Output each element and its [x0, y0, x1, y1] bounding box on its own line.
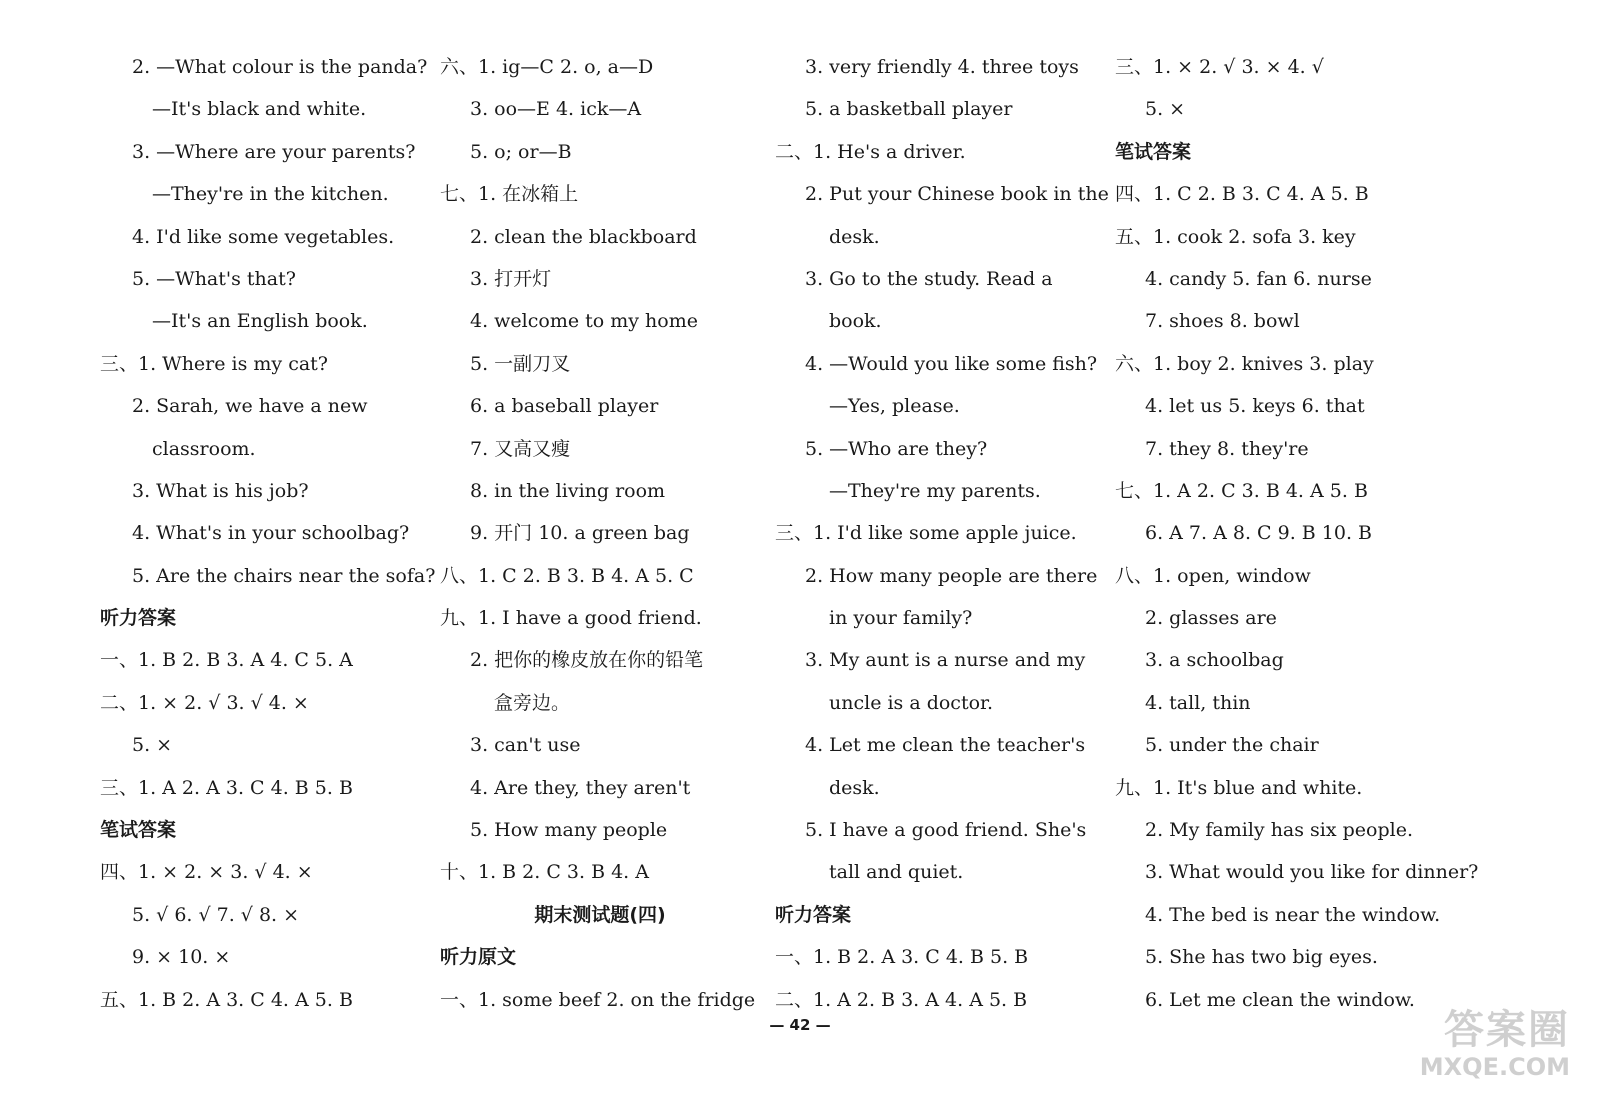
answer-line: 一、1. B 2. B 3. A 4. C 5. A: [100, 649, 353, 672]
answer-column-1: [100, 46, 436, 1021]
answer-line: 5. 一副刀叉: [470, 352, 571, 375]
answer-line: 六、1. ig—C 2. o, a—D: [440, 56, 654, 78]
answer-line: 4. What's in your schoolbag?: [132, 522, 410, 545]
answer-line: 5. —What's that?: [132, 267, 296, 290]
answer-line: 九、1. It's blue and white.: [1115, 776, 1363, 799]
answer-line: 四、1. C 2. B 3. C 4. A 5. B: [1115, 183, 1369, 206]
answer-line: 八、1. C 2. B 3. B 4. A 5. C: [440, 564, 694, 587]
answer-line: 九、1. I have a good friend.: [440, 607, 702, 630]
section-heading: 笔试答案: [1115, 140, 1192, 163]
section-heading: 听力答案: [775, 903, 852, 926]
answer-column-2: [440, 46, 760, 1021]
answer-line: 四、1. × 2. × 3. √ 4. ×: [100, 861, 313, 884]
answer-line: 5. ×: [1145, 98, 1186, 121]
answer-line: desk.: [829, 225, 880, 248]
answer-line: 5. a basketball player: [805, 98, 1013, 121]
answer-line: 2. How many people are there: [805, 564, 1098, 587]
answer-line: 4. welcome to my home: [470, 310, 698, 333]
answer-line: —It's black and white.: [152, 98, 367, 121]
answer-line: —They're in the kitchen.: [152, 183, 389, 206]
answer-line: 二、1. He's a driver.: [775, 140, 966, 163]
watermark-logo: [1370, 1008, 1570, 1088]
answer-line: 2. Sarah, we have a new: [132, 395, 368, 418]
answer-line: 三、1. × 2. √ 3. × 4. √: [1115, 56, 1324, 78]
answer-line: 十、1. B 2. C 3. B 4. A: [440, 861, 649, 884]
answer-line: 五、1. B 2. A 3. C 4. A 5. B: [100, 988, 353, 1011]
answer-line: tall and quiet.: [829, 861, 964, 884]
answer-line: 三、1. Where is my cat?: [100, 352, 328, 375]
answer-line: desk.: [829, 776, 880, 799]
answer-line: 6. a baseball player: [470, 395, 659, 418]
answer-line: 4. Are they, they aren't: [470, 776, 691, 799]
answer-column-3: [775, 46, 1109, 1021]
answer-line: 5. ×: [132, 734, 173, 757]
answer-line: 五、1. cook 2. sofa 3. key: [1115, 225, 1356, 248]
watermark-url: MXQE.COM: [1419, 1053, 1570, 1081]
answer-line: 八、1. open, window: [1115, 564, 1311, 587]
answer-line: 3. very friendly 4. three toys: [805, 56, 1079, 78]
answer-line: 5. √ 6. √ 7. √ 8. ×: [132, 903, 300, 926]
answer-line: 2. Put your Chinese book in the: [805, 183, 1109, 206]
answer-line: 一、1. B 2. A 3. C 4. B 5. B: [775, 946, 1029, 969]
answer-line: 2. My family has six people.: [1145, 819, 1414, 842]
answer-line: 一、1. some beef 2. on the fridge: [440, 988, 756, 1011]
answer-line: 5. o; or—B: [470, 140, 572, 163]
answer-line: 4. The bed is near the window.: [1145, 903, 1441, 926]
answer-line: 5. I have a good friend. She's: [805, 819, 1087, 842]
section-heading: 期末测试题(四): [534, 903, 666, 926]
answer-line: 6. A 7. A 8. C 9. B 10. B: [1145, 522, 1372, 545]
answer-line: 9. 开门 10. a green bag: [470, 522, 690, 545]
answer-line: 4. Let me clean the teacher's: [805, 734, 1086, 757]
answer-line: 3. My aunt is a nurse and my: [805, 649, 1086, 672]
watermark-logo-text: 答案圈: [1444, 1007, 1570, 1053]
answer-line: classroom.: [152, 437, 256, 460]
answer-line: 七、1. A 2. C 3. B 4. A 5. B: [1115, 479, 1368, 502]
answer-line: —They're my parents.: [829, 479, 1041, 502]
answer-line: 6. Let me clean the window.: [1145, 988, 1415, 1011]
answer-line: 4. I'd like some vegetables.: [132, 225, 395, 248]
answer-line: in your family?: [829, 607, 973, 630]
answer-line: 9. × 10. ×: [132, 946, 231, 969]
answer-column-4: [1115, 46, 1479, 1021]
page-number: — 42 —: [769, 1016, 831, 1034]
answer-line: 4. —Would you like some fish?: [805, 352, 1098, 375]
answer-line: 4. candy 5. fan 6. nurse: [1145, 267, 1372, 290]
answer-line: 3. a schoolbag: [1145, 649, 1284, 672]
section-heading: 笔试答案: [100, 819, 177, 842]
answer-line: 5. Are the chairs near the sofa?: [132, 564, 436, 587]
answer-line: 5. under the chair: [1145, 734, 1319, 757]
section-heading: 听力原文: [440, 946, 517, 969]
answer-line: 3. can't use: [470, 734, 581, 757]
answer-line: 二、1. × 2. √ 3. √ 4. ×: [100, 691, 309, 714]
answer-line: 5. —Who are they?: [805, 437, 988, 460]
answer-line: —It's an English book.: [152, 310, 368, 333]
answer-line: 8. in the living room: [470, 479, 666, 502]
answer-line: 7. shoes 8. bowl: [1145, 310, 1300, 333]
answer-line: 5. She has two big eyes.: [1145, 946, 1378, 969]
answer-line: 4. tall, thin: [1145, 691, 1251, 714]
answer-line: 3. 打开灯: [470, 267, 552, 290]
answer-line: 2. glasses are: [1145, 607, 1277, 630]
answer-line: 2. clean the blackboard: [470, 225, 697, 248]
answer-line: —Yes, please.: [829, 395, 960, 418]
answer-line: 5. How many people: [470, 819, 668, 842]
section-heading: 听力答案: [100, 607, 177, 630]
answer-line: 二、1. A 2. B 3. A 4. A 5. B: [775, 988, 1028, 1011]
answer-line: 7. they 8. they're: [1145, 437, 1309, 460]
answer-line: 3. —Where are your parents?: [132, 140, 416, 163]
answer-line: uncle is a doctor.: [829, 691, 994, 714]
answer-line: 盒旁边。: [494, 691, 571, 714]
answer-line: 3. Go to the study. Read a: [805, 267, 1053, 290]
answer-line: 3. What is his job?: [132, 479, 309, 502]
answer-line: 3. oo—E 4. ick—A: [470, 98, 642, 121]
answer-line: 七、1. 在冰箱上: [440, 183, 579, 206]
answer-line: book.: [829, 310, 882, 333]
answer-line: 三、1. A 2. A 3. C 4. B 5. B: [100, 776, 353, 799]
answer-line: 六、1. boy 2. knives 3. play: [1115, 352, 1374, 375]
answer-line: 3. What would you like for dinner?: [1145, 861, 1479, 884]
answer-line: 2. 把你的橡皮放在你的铅笔: [470, 649, 704, 672]
answer-line: 4. let us 5. keys 6. that: [1145, 395, 1365, 418]
answer-line: 7. 又高又瘦: [470, 437, 571, 460]
answer-line: 2. —What colour is the panda?: [132, 56, 428, 78]
answer-line: 三、1. I'd like some apple juice.: [775, 522, 1077, 545]
